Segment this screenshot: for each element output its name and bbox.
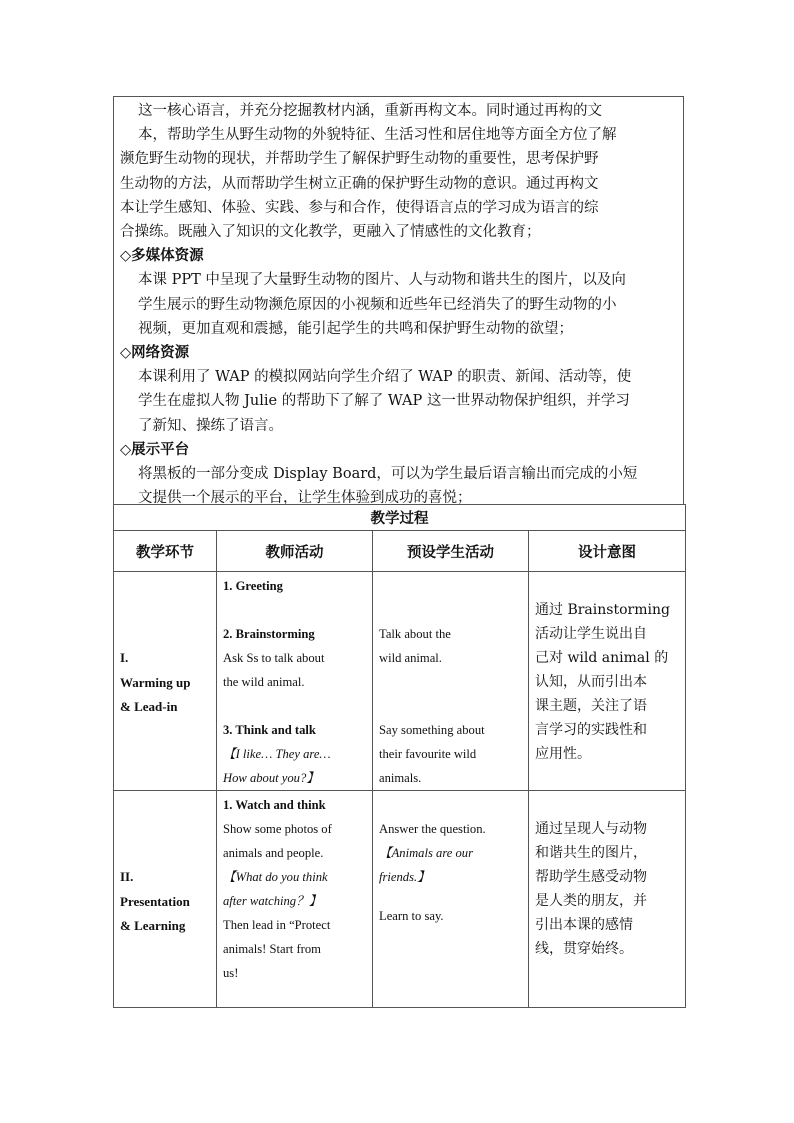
display-line: 将黑板的一部分变成 Display Board，可以为学生最后语言输出而完成的小短 <box>138 466 638 483</box>
intent-line: 通过 Brainstorming <box>535 602 670 618</box>
activity-line: wild animal. <box>379 651 442 665</box>
intent-line: 帮助学生感受动物 <box>535 869 647 885</box>
stage-name: Presentation <box>120 893 190 909</box>
header-teacher-activity: 教师活动 <box>217 531 373 572</box>
design-intent-cell <box>529 572 686 791</box>
stage-cell <box>114 572 217 791</box>
student-activity-cell <box>373 572 529 791</box>
table-row <box>114 572 686 791</box>
activity-line: animals! Start from <box>223 942 321 956</box>
activity-line: Ask Ss to talk about <box>223 651 325 665</box>
teacher-activity-cell <box>217 791 373 1008</box>
intent-line: 活动让学生说出自 <box>535 626 647 642</box>
intent-line: 言学习的实践性和 <box>535 722 647 738</box>
step-title: 1. Watch and think <box>223 798 326 812</box>
stage-name: Warming up <box>120 674 191 690</box>
teacher-activity-cell <box>217 572 373 791</box>
header-stage: 教学环节 <box>114 531 217 572</box>
activity-line: friends.】 <box>379 870 430 884</box>
network-line: 学生在虚拟人物 Julie 的帮助下了解了 WAP 这一世界动物保护组织，并学习 <box>138 393 630 410</box>
activity-line: Then lead in “Protect <box>223 918 331 932</box>
stage-name: & Lead-in <box>120 699 178 714</box>
intent-line: 和谐共生的图片， <box>535 845 647 861</box>
display-line: 文提供一个展示的平台，让学生体验到成功的喜悦； <box>138 490 472 507</box>
step-title: 3. Think and talk <box>223 723 316 737</box>
activity-line: the wild animal. <box>223 675 305 689</box>
activity-line: Talk about the <box>379 627 451 641</box>
resources-cell <box>113 96 684 507</box>
header-student-activity: 预设学生活动 <box>373 531 529 572</box>
intro-line: 本，帮助学生从野生动物的外貌特征、生活习性和居住地等方面全方位了解 <box>138 127 617 144</box>
activity-line: us! <box>223 966 239 980</box>
step-title: 1. Greeting <box>223 579 283 593</box>
multimedia-line: 学生展示的野生动物濒危原因的小视频和近些年已经消失了的野生动物的小 <box>138 296 617 313</box>
teaching-process-table <box>113 504 686 1008</box>
display-heading: ◇展示平台 <box>120 440 190 458</box>
intent-line: 引出本课的感情 <box>535 917 633 933</box>
multimedia-line: 本课 PPT 中呈现了大量野生动物的图片、人与动物和谐共生的图片，以及向 <box>138 272 626 289</box>
network-line: 本课利用了 WAP 的模拟网站向学生介绍了 WAP 的职责、新闻、活动等，使 <box>138 369 632 386</box>
activity-line: 【I like… They are… <box>223 747 331 761</box>
header-design-intent: 设计意图 <box>529 531 686 572</box>
table-row <box>114 791 686 1008</box>
stage-number: I. <box>120 650 129 665</box>
intro-line: 本让学生感知、体验、实践、参与和合作，使得语言点的学习成为语言的综 <box>120 199 599 216</box>
activity-line: Show some photos of <box>223 822 332 836</box>
activity-line: 【What do you think <box>223 870 328 884</box>
intent-line: 是人类的朋友，并 <box>535 893 647 909</box>
intent-line: 线，贯穿始终。 <box>535 941 633 957</box>
intent-line: 己对 wild animal 的 <box>535 650 669 666</box>
design-intent-cell <box>529 791 686 1008</box>
intro-line: 生动物的方法，从而帮助学生树立正确的保护野生动物的意识。通过再构文 <box>120 175 599 192</box>
activity-line: their favourite wild <box>379 747 477 761</box>
stage-number: II. <box>120 869 134 884</box>
activity-line: after watching？】 <box>223 894 322 908</box>
multimedia-line: 视频，更加直观和震撼，能引起学生的共鸣和保护野生动物的欲望； <box>138 320 573 337</box>
intent-line: 认知，从而引出本 <box>535 674 647 690</box>
activity-line: Answer the question. <box>379 822 486 836</box>
stage-name: & Learning <box>120 918 186 933</box>
intro-line: 濒危野生动物的现状，并帮助学生了解保护野生动物的重要性，思考保护野 <box>120 151 599 168</box>
student-activity-cell <box>373 791 529 1008</box>
intro-line: 这一核心语言，并充分挖掘教材内涵，重新再构文本。同时通过再构的文 <box>138 103 602 119</box>
activity-line: 【Animals are our <box>379 846 473 860</box>
process-title: 教学过程 <box>114 505 686 531</box>
network-line: 了新知、操练了语言。 <box>138 417 283 434</box>
intent-line: 应用性。 <box>535 746 591 762</box>
activity-line: Learn to say. <box>379 909 444 923</box>
intent-line: 课主题，关注了语 <box>535 698 647 714</box>
network-heading: ◇网络资源 <box>120 344 190 362</box>
multimedia-heading: ◇多媒体资源 <box>120 247 204 265</box>
stage-cell <box>114 791 217 1008</box>
intro-line: 合操练。既融入了知识的文化教学，更融入了情感性的文化教育； <box>120 224 541 241</box>
intent-line: 通过呈现人与动物 <box>535 821 647 837</box>
step-title: 2. Brainstorming <box>223 627 315 641</box>
activity-line: Say something about <box>379 723 485 737</box>
activity-line: animals and people. <box>223 846 324 860</box>
activity-line: animals. <box>379 771 422 785</box>
activity-line: How about you?】 <box>223 771 319 785</box>
